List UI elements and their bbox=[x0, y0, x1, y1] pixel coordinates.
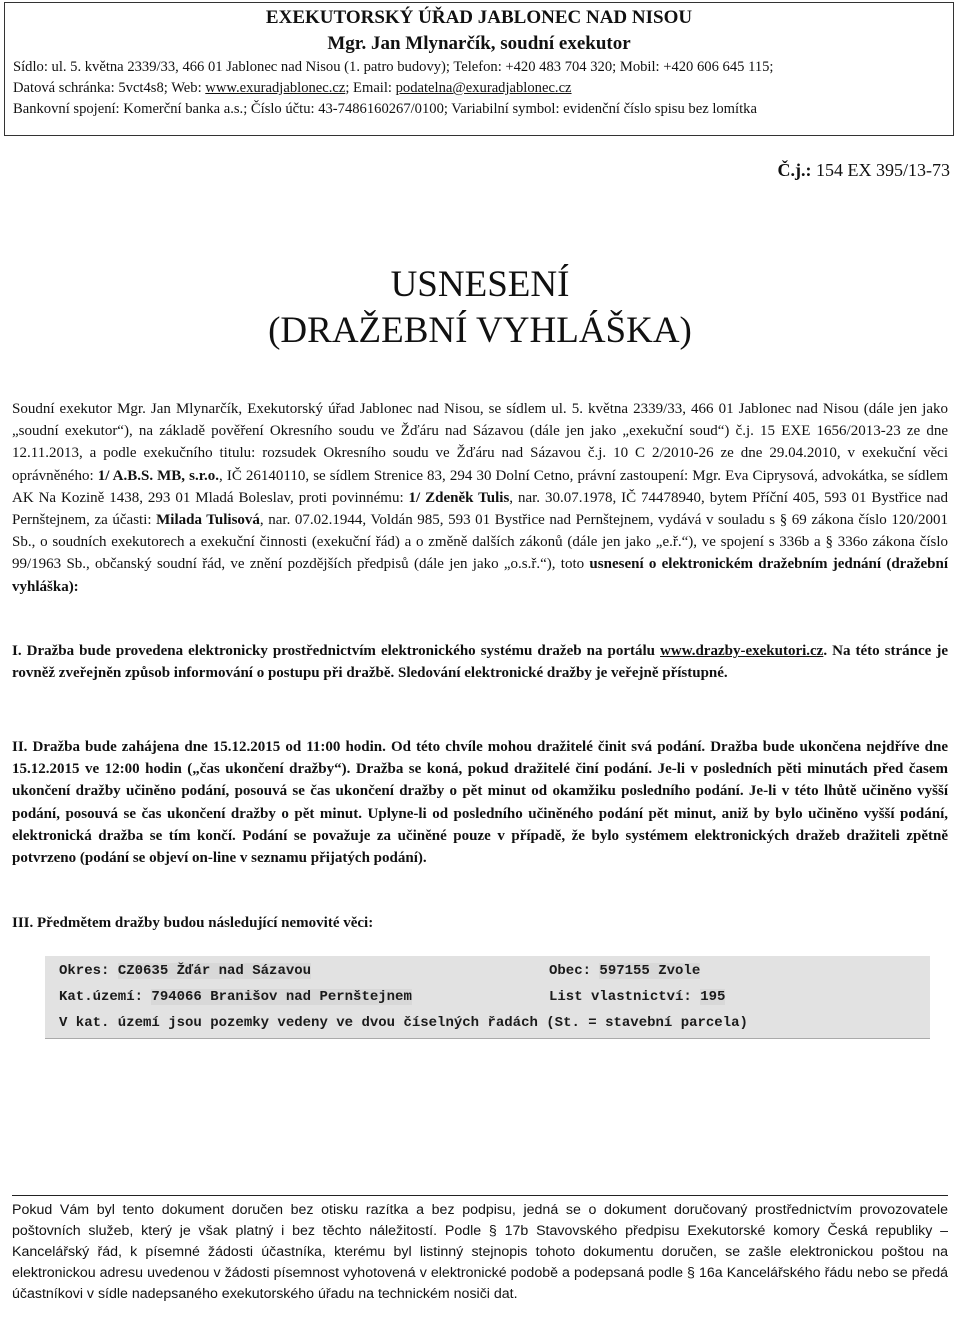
contact-line: Datová schránka: 5vct4s8; Web: www.exuradjablonec.cz; Email: podatelna@exuradjablonec.cz bbox=[13, 80, 572, 96]
section-3: III. Předmětem dražby budou následující nemovité věci: bbox=[12, 915, 374, 931]
district-value: CZ0635 Žďár nad Sázavou bbox=[117, 963, 312, 979]
email-link[interactable]: podatelna@exuradjablonec.cz bbox=[395, 80, 572, 96]
section-2: II. Dražba bude zahájena dne 15.12.2015 od 11:00 hodin. Od této chvíle mohou dražitelé činit svá podání. Dražba bude ukončena nejdříve dne 15.12.2015 ve 12:00 hodin („čas ukončení dražby“). Dražba se koná, pokud dražitelé činí podání. Je-li v posledních pěti minutách před časem ukončení dražby učiněno podání, posouvá se čas ukončení dražby o pět minut od okamžiku posledního podání. Je-li v této lhůtě učiněno vyšší podání, posouvá se čas ukončení dražby o pět minut. Uplyne-li od posledního učiněného podání pět minut, aniž by bylo učiněno vyšší podání, elektronická dražba se tím končí. Podání se považuje za učiněné pouze v případě, že bylo systémem elektronických dražeb dražiteli zpětně potvrzeno (podání se objeví on-line v seznamu přijatých podání). bbox=[12, 739, 948, 867]
website-link[interactable]: www.exuradjablonec.cz bbox=[205, 80, 346, 96]
document-subtitle: (DRAŽEBNÍ VYHLÁŠKA) bbox=[268, 310, 692, 351]
property-row-cadastre: Kat.území: 794066 Branišov nad Pernštejnem List vlastnictví: 195 bbox=[59, 989, 726, 1005]
participant-name: Milada Tulisová bbox=[156, 512, 260, 529]
office-name: EXEKUTORSKÝ ÚŘAD JABLONEC NAD NISOU bbox=[265, 7, 693, 28]
footer-divider bbox=[12, 1195, 948, 1196]
cadastre-value: 794066 Branišov nad Pernštejnem bbox=[151, 989, 412, 1005]
auction-portal-link[interactable]: www.drazby-exekutori.cz bbox=[660, 643, 824, 659]
property-info-box bbox=[45, 956, 930, 1039]
ownership-sheet-value: 195 bbox=[700, 989, 726, 1005]
executor-name: Mgr. Jan Mlynarčík, soudní exekutor bbox=[327, 33, 631, 54]
section-1: I. Dražba bude provedena elektronicky prostřednictvím elektronického systému dražeb na portálu www.drazby-exekutori.cz. Na této stránce je rovněž zveřejněn způsob informování o postupu při dražbě. Sledování elektronické dražby je veřejně přístupné. bbox=[12, 643, 949, 682]
letterhead bbox=[4, 2, 954, 136]
bank-line: Bankovní spojení: Komerční banka a.s.; Číslo účtu: 43-7486160267/0100; Variabilní symbol: evidenční číslo spisu bez lomítka bbox=[13, 101, 757, 117]
case-number: Č.j.: 154 EX 395/13-73 bbox=[777, 160, 950, 180]
address-line: Sídlo: ul. 5. května 2339/33, 466 01 Jablonec nad Nisou (1. patro budovy); Telefon: +420 483 704 320; Mobil: +420 606 645 115; bbox=[13, 59, 774, 75]
property-note: V kat. území jsou pozemky vedeny ve dvou číselných řadách (St. = stavební parcela) bbox=[59, 1015, 748, 1031]
property-row-district: Okres: CZ0635 Žďár nad Sázavou Obec: 597155 Zvole bbox=[59, 963, 701, 979]
creditor-name: 1/ A.B.S. MB, s.r.o. bbox=[97, 467, 220, 484]
footer-notice: Pokud Vám byl tento dokument doručen bez otisku razítka a bez podpisu, jedná se o dokument doručovaný prostřednictvím provozovatele poštovních služeb, který je však platný i bez těchto náležitostí. Podle § 17b Stavovského předpisu Exekutorské komory Česká republiky – Kancelářský řád, k písemné žádosti účastníka, kterému byl listinný stejnopis tohoto dokumentu doručen, se zašle elektronickou poštou na elektronickou adresu uvedenou v žádosti písemnost vyhotovená v elektronické podobě a podepsaná podle § 16a Kancelářského řádu nebo se předá účastníkovi v sídle nadepsaného exekutorského úřadu na technickém nosiči dat. bbox=[12, 1202, 948, 1302]
debtor-name: 1/ Zdeněk Tulis bbox=[408, 489, 510, 506]
document-title: USNESENÍ bbox=[390, 264, 570, 305]
intro-paragraph: Soudní exekutor Mgr. Jan Mlynarčík, Exekutorský úřad Jablonec nad Nisou, se sídlem ul. 5. května 2339/33, 466 01 Jablonec nad Nisou (dále jen jako „soudní exekutor“), na základě pověření Okresního soudu ve Žďáru nad Sázavou (dále jen jako „exekuční soud“) č.j. 15 EXE 1656/2013-23 ze dne 12.11.2013, a podle exekučního titulu: rozsudek Okresního soudu ve Žďáru nad Sázavou č.j. 10 C 2/2010-26 ze dne 29.04.2010, v exekuční věci oprávněného: 1/ A.B.S. MB, s.r.o., IČ 26140110, se sídlem Strenice 83, 294 30 Dolní Cetno, právní zastoupení: Mgr. Eva Ciprysová, advokátka, se sídlem AK Na Kozině 1438, 293 01 Mladá Boleslav, proti povinnému: 1/ Zdeněk Tulis, nar. 30.07.1978, IČ 74478940, bytem Příční 405, 593 01 Bystřice nad Pernštejnem, za účasti: Milada Tulisová, nar. 07.02.1944, Voldán 985, 593 01 Bystřice nad Pernštejnem, vydává v souladu s § 69 zákona číslo 120/2001 Sb., o soudních exekutorech a exekuční činnosti (exekuční řád) a o změně dalších zákonů (dále jen jako „e.ř.“), ve spojení s 336b a § 336o zákona číslo 99/1963 Sb., občanský soudní řád, ve znění pozdějších předpisů (dále jen jako „o.s.ř.“), toto usnesení o elektronickém dražebním jednání (dražební vyhláška): bbox=[12, 401, 949, 595]
municipality-value: 597155 Zvole bbox=[599, 963, 701, 979]
